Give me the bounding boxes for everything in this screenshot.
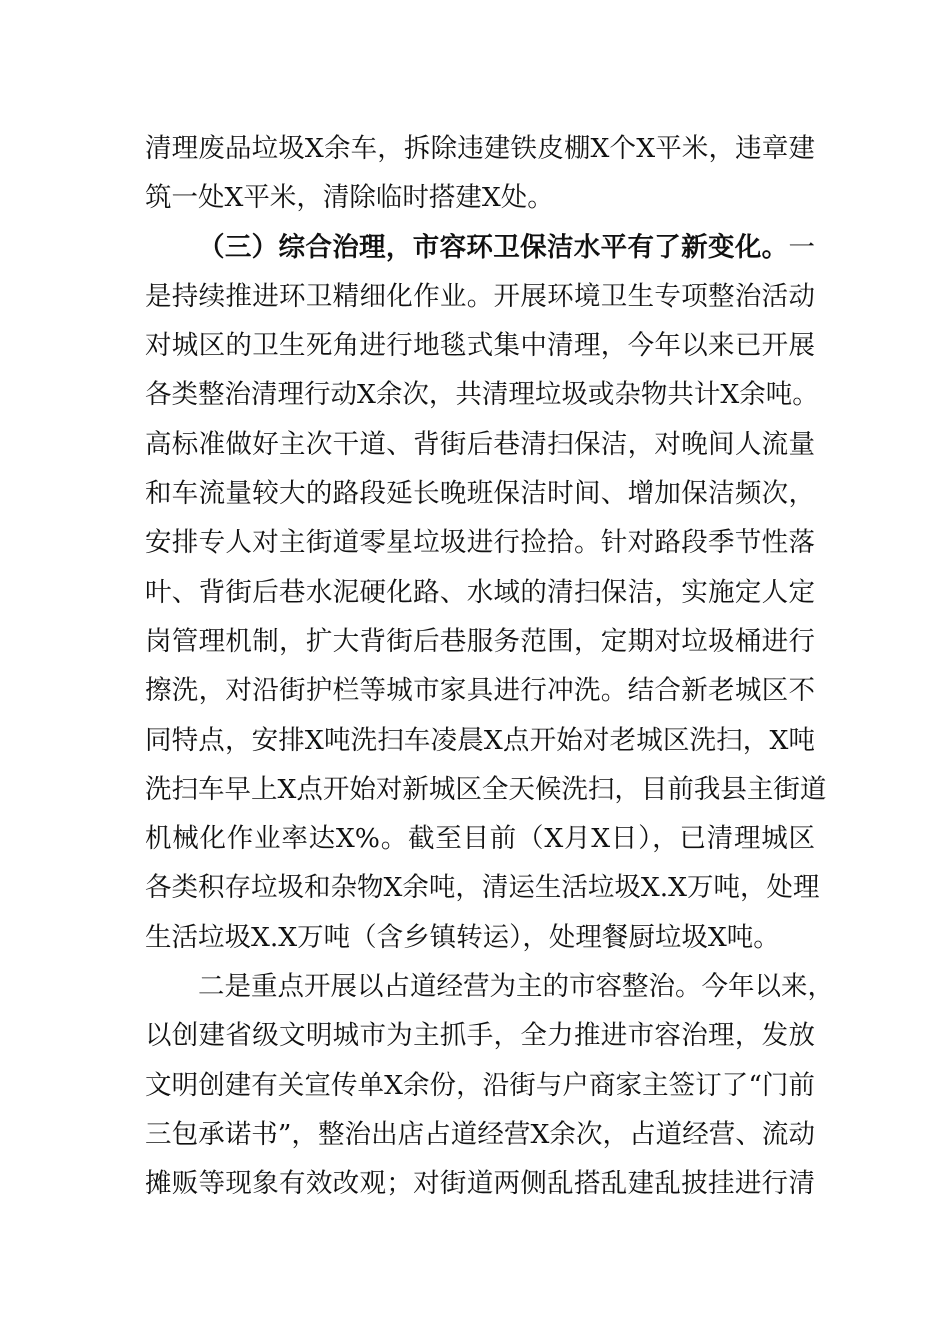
text-line: 文明创建有关宣传单X余份，沿街与户商家主签订了“门前 <box>145 1069 815 1101</box>
text-line: 是持续推进环卫精细化作业。开展环境卫生专项整治活动 <box>145 280 815 312</box>
text-line <box>145 223 815 272</box>
text-line: 机械化作业率达X%。截至目前（X月X日），已清理城区 <box>145 823 815 855</box>
text-line: 高标准做好主次干道、背街后巷清扫保洁，对晚间人流量 <box>145 428 815 460</box>
section-heading: （三）综合治理，市容环卫保洁水平有了新变化。 <box>198 231 789 263</box>
text-fragment: 一 <box>788 231 815 263</box>
text-line: 清理废品垃圾X余车，拆除违建铁皮棚X个X平米，违章建 <box>145 133 815 164</box>
text-line: 岗管理机制，扩大背街后巷服务范围，定期对垃圾桶进行 <box>145 625 815 657</box>
document-body <box>145 124 834 1209</box>
text-line: 和车流量较大的路段延长晚班保洁时间、增加保洁频次， <box>145 478 815 510</box>
text-line: 筑一处X平米，清除临时搭建X处。 <box>145 182 554 214</box>
text-line: 摊贩等现象有效改观；对街道两侧乱搭乱建乱披挂进行清 <box>145 1168 815 1200</box>
text-line: 生活垃圾X.X万吨（含乡镇转运），处理餐厨垃圾X吨。 <box>145 921 780 953</box>
text-line: 同特点，安排X吨洗扫车凌晨X点开始对老城区洗扫，X吨 <box>145 724 815 756</box>
text-line: 二是重点开展以占道经营为主的市容整治。今年以来， <box>198 971 834 1003</box>
text-line: 安排专人对主街道零星垃圾进行捡拾。针对路段季节性落 <box>145 527 815 559</box>
text-line: 擦洗，对沿街护栏等城市家具进行冲洗。结合新老城区不 <box>145 675 815 707</box>
text-line: 各类积存垃圾和杂物X余吨，清运生活垃圾X.X万吨，处理 <box>145 872 820 904</box>
text-line: 叶、背街后巷水泥硬化路、水域的清扫保洁，实施定人定 <box>145 576 815 608</box>
text-line: 洗扫车早上X点开始对新城区全天候洗扫，目前我县主街道 <box>145 773 827 805</box>
text-line: 对城区的卫生死角进行地毯式集中清理，今年以来已开展 <box>145 330 815 362</box>
text-line: 以创建省级文明城市为主抓手，全力推进市容治理，发放 <box>145 1020 815 1052</box>
text-line: 各类整治清理行动X余次，共清理垃圾或杂物共计X余吨。 <box>145 379 819 411</box>
text-line: 三包承诺书”，整治出店占道经营X余次，占道经营、流动 <box>145 1118 815 1150</box>
